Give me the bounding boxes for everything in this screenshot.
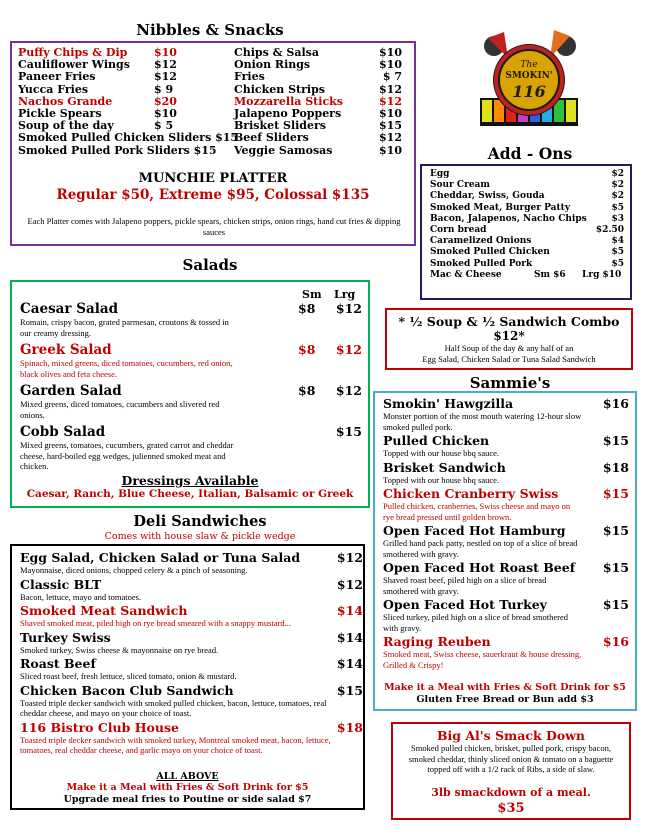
smackdown-price: $35 bbox=[497, 801, 525, 816]
nibble-item-name: Jalapeno Poppers bbox=[234, 107, 342, 120]
nibbles-title: Nibbles & Snacks bbox=[136, 21, 284, 39]
deli-item-name: Turkey Swiss bbox=[20, 629, 111, 645]
sammie-item-price: $16 bbox=[602, 396, 629, 411]
platter-prices: Regular $50, Extreme $95, Colossal $135 bbox=[56, 187, 370, 203]
deli-item-description: Sliced roast beef, fresh lettuce, sliced tomato, onion & mustard. bbox=[20, 671, 237, 681]
combo-box bbox=[385, 308, 633, 370]
logo-text-116: 116 bbox=[512, 82, 546, 101]
nibble-item-name: Smoked Pulled Chicken Sliders $15 bbox=[18, 131, 239, 145]
nibble-item-name: Fries bbox=[234, 70, 265, 84]
deli-item bbox=[20, 721, 363, 756]
sammie-item-description: Smoked meat, Swiss cheese, sauerkraut & house dressing, Grilled & Crispy! bbox=[383, 649, 582, 670]
salad-item-name: Greek Salad bbox=[20, 342, 112, 358]
deli-title: Deli Sandwiches bbox=[133, 513, 267, 530]
salad-item-description: Mixed greens, tomatoes, cucumbers, grated carrot and cheddar cheese, hard-boiled egg wedges, julienned smoked meat and chicken. bbox=[20, 440, 234, 471]
nibble-item-price: $12 bbox=[154, 58, 177, 72]
deli-list bbox=[20, 551, 363, 758]
deli-meal-note: Make it a Meal with Fries & Soft Drink for $5 bbox=[66, 782, 309, 793]
sammie-item-description: Topped with our house bbq sauce. bbox=[383, 448, 500, 458]
nibble-item-price: $12 bbox=[379, 82, 402, 96]
nibble-item-price: $ 5 bbox=[154, 119, 174, 133]
nibble-item-price: $10 bbox=[379, 143, 402, 157]
sammie-item-description: Topped with our house bbq sauce. bbox=[383, 474, 500, 485]
sammie-item-price: $18 bbox=[602, 459, 629, 475]
sammie-item bbox=[383, 461, 629, 486]
deli-item bbox=[20, 578, 363, 603]
nibble-item-price: $10 bbox=[154, 107, 177, 120]
addon-item-name: Egg bbox=[430, 169, 450, 179]
addon-item-name: Smoked Meat, Burger Patty bbox=[430, 202, 571, 213]
salad-item-description: Spinach, mixed greens, diced tomatoes, cucumbers, red onion, black olives and feta cheese. bbox=[20, 358, 233, 379]
salad-item-price-large: $12 bbox=[335, 301, 362, 316]
salad-item bbox=[20, 301, 362, 338]
addon-item-name: Smoked Pulled Chicken bbox=[430, 247, 550, 258]
salads-col-lrg: Lrg bbox=[334, 288, 356, 301]
addon-item-name: Bacon, Jalapenos, Nacho Chips bbox=[430, 213, 587, 224]
nibble-item-price: $10 bbox=[379, 107, 402, 120]
sammies-list bbox=[383, 397, 629, 672]
salad-item-description: Romain, crispy bacon, grated parmesan, croutons & tossed in our creamy dressing. bbox=[20, 317, 229, 338]
deli-item-price: $14 bbox=[336, 629, 363, 645]
deli-box bbox=[10, 544, 365, 810]
nibble-item-price: $ 7 bbox=[382, 70, 402, 84]
deli-item-description: Toasted triple decker sandwich with smoked pulled chicken, bacon, lettuce, tomatoes, real cheddar cheese, and mayo on your choice of toast. bbox=[20, 697, 327, 718]
deli-item-price: $12 bbox=[336, 576, 363, 592]
sammie-item-name: Open Faced Hot Roast Beef bbox=[383, 560, 576, 575]
deli-item-price: $18 bbox=[336, 719, 363, 735]
deli-item-name: Classic BLT bbox=[20, 576, 102, 592]
combo-desc-1: Half Soup of the day & any half of an bbox=[444, 343, 574, 353]
addon-item-price: $5 bbox=[611, 258, 624, 269]
nibble-item-name: Puffy Chips & Dip bbox=[18, 46, 128, 59]
nibble-item-name: Paneer Fries bbox=[18, 70, 96, 84]
deli-item-description: Mayonnaise, diced onions, chopped celery & a pinch of seasoning. bbox=[20, 565, 248, 575]
addon-item-name: Corn bread bbox=[430, 225, 487, 235]
smackdown-highlight: 3lb smackdown of a meal. bbox=[431, 786, 591, 799]
salad-item-description: Mixed greens, diced tomatoes, cucumbers and slivered red onions. bbox=[20, 399, 220, 420]
deli-item-name: Smoked Meat Sandwich bbox=[20, 603, 188, 618]
deli-item bbox=[20, 684, 363, 719]
sammie-item bbox=[383, 524, 629, 559]
deli-item-price: $12 bbox=[336, 550, 363, 565]
sammie-item bbox=[383, 487, 629, 522]
smackdown-box bbox=[391, 722, 631, 820]
sammie-item bbox=[383, 434, 629, 459]
sammies-box bbox=[373, 391, 637, 711]
logo-text-the: The bbox=[520, 60, 538, 70]
sammie-item-name: Chicken Cranberry Swiss bbox=[383, 486, 559, 501]
nibble-item-price: $10 bbox=[379, 58, 402, 72]
sammie-item-name: Pulled Chicken bbox=[383, 433, 490, 448]
salads-list bbox=[20, 301, 362, 476]
nibble-item-name: Veggie Samosas bbox=[234, 143, 333, 157]
sammie-item-name: Open Faced Hot Turkey bbox=[383, 597, 547, 612]
deli-item-name: Egg Salad, Chicken Salad or Tuna Salad bbox=[20, 550, 301, 565]
salad-item-name: Garden Salad bbox=[20, 383, 122, 399]
sammie-item-price: $15 bbox=[602, 486, 629, 501]
sammie-item bbox=[383, 397, 629, 432]
salad-item bbox=[20, 342, 362, 379]
nibble-item-name: Smoked Pulled Pork Sliders $15 bbox=[18, 143, 217, 157]
deli-upgrade-note: Upgrade meal fries to Poutine or side salad $7 bbox=[63, 794, 312, 805]
addons-box bbox=[420, 164, 632, 300]
addon-item-price: $5 bbox=[611, 247, 624, 258]
sammie-item-description: Sliced turkey, piled high on a slice of bread smothered with gravy. bbox=[383, 612, 568, 633]
nibble-item-name: Onion Rings bbox=[234, 58, 311, 72]
nibble-item-price: $20 bbox=[154, 94, 177, 108]
platter-description: Each Platter comes with Jalapeno poppers, pickle spears, chicken strips, onion rings, hand cut fries & dipping sauces bbox=[27, 216, 401, 237]
deli-item-price: $14 bbox=[336, 656, 363, 671]
addon-mac-sm: Sm $6 bbox=[534, 270, 566, 280]
nibble-item-price: $12 bbox=[379, 94, 402, 108]
deli-item bbox=[20, 551, 363, 576]
salad-item-price-small: $8 bbox=[298, 301, 316, 316]
nibble-item-price: $ 9 bbox=[154, 82, 174, 96]
nibble-item-name: Chicken Strips bbox=[234, 82, 325, 96]
deli-item-description: Bacon, lettuce, mayo and tomatoes. bbox=[20, 591, 142, 602]
deli-item-description: Shaved smoked meat, piled high on rye bread smeared with a snappy mustard... bbox=[20, 618, 291, 628]
deli-item bbox=[20, 631, 363, 656]
addon-item-name: Smoked Pulled Pork bbox=[430, 258, 533, 269]
addon-item-price: $2.50 bbox=[595, 225, 624, 235]
addon-item-price: $3 bbox=[611, 213, 624, 224]
sammie-item-name: Raging Reuben bbox=[383, 634, 491, 649]
sammie-item-description: Grilled hand pack patty, nestled on top of a slice of bread smothered with gravy. bbox=[383, 538, 578, 559]
nibble-item-name: Mozzarella Sticks bbox=[234, 94, 343, 108]
sammie-item-price: $15 bbox=[602, 433, 629, 448]
combo-title: * ½ Soup & ½ Sandwich Combo bbox=[398, 314, 620, 329]
nibble-item-name: Cauliflower Wings bbox=[18, 58, 130, 72]
sammie-item-price: $15 bbox=[602, 523, 629, 538]
nibble-item-name: Yucca Fries bbox=[18, 82, 89, 96]
addon-item-name: Caramelized Onions bbox=[430, 236, 532, 247]
addon-item-name: Cheddar, Swiss, Gouda bbox=[430, 191, 545, 202]
addon-item-price: $2 bbox=[611, 180, 624, 191]
combo-desc-2: Egg Salad, Chicken Salad or Tuna Salad Sandwich bbox=[422, 354, 596, 364]
sammie-item-price: $15 bbox=[602, 560, 629, 575]
addon-item-price: $4 bbox=[611, 236, 624, 247]
nibble-item-price: $10 bbox=[154, 46, 177, 59]
combo-price: $12* bbox=[493, 329, 525, 343]
salad-item-name: Cobb Salad bbox=[20, 424, 106, 440]
sammie-item-name: Smokin' Hawgzilla bbox=[383, 396, 514, 411]
nibble-item-name: Chips & Salsa bbox=[234, 46, 319, 59]
salads-col-sm: Sm bbox=[302, 288, 322, 301]
sammie-item-name: Brisket Sandwich bbox=[383, 459, 506, 475]
logo-text-smokin: SMOKIN' bbox=[505, 71, 553, 81]
nibble-item-name: Soup of the day bbox=[18, 119, 114, 133]
salad-item-price-large: $12 bbox=[335, 383, 362, 398]
nibble-item-price: $10 bbox=[379, 46, 402, 59]
nibble-item-name: Brisket Sliders bbox=[234, 119, 326, 133]
salad-item bbox=[20, 424, 362, 472]
addon-item-price: $5 bbox=[611, 202, 624, 213]
salad-item-price-large: $12 bbox=[335, 342, 362, 357]
nibble-item-name: Beef Sliders bbox=[234, 131, 309, 145]
deli-item bbox=[20, 657, 363, 682]
deli-item-description: Smoked turkey, Swiss cheese & mayonnaise on rye bread. bbox=[20, 644, 219, 655]
sammie-item-name: Open Faced Hot Hamburg bbox=[383, 523, 566, 538]
salads-title: Salads bbox=[182, 256, 238, 274]
deli-all-above: ALL ABOVE bbox=[156, 771, 219, 782]
sammie-item-description: Pulled chicken, cranberries, Swiss cheese and mayo on rye bread pressed until golden brown. bbox=[383, 501, 571, 522]
deli-item-price: $14 bbox=[336, 603, 363, 618]
sammie-item bbox=[383, 598, 629, 633]
dressings-list: Caesar, Ranch, Blue Cheese, Italian, Balsamic or Greek bbox=[26, 488, 354, 500]
deli-item bbox=[20, 604, 363, 629]
salad-item bbox=[20, 383, 362, 420]
deli-item-description: Toasted triple decker sandwich with smoked turkey, Montreal smoked meat, bacon, lettuce, tomatoes, real cheddar cheese, and garlic mayo on your choice of toast. bbox=[20, 734, 331, 755]
deli-item-price: $15 bbox=[336, 682, 363, 698]
deli-item-name: Roast Beef bbox=[20, 656, 96, 671]
salads-box bbox=[10, 280, 370, 508]
addon-item-name: Sour Cream bbox=[430, 180, 490, 191]
smokin-116-logo bbox=[474, 28, 584, 133]
nibble-item-price: $12 bbox=[379, 131, 402, 145]
addon-mac-name: Mac & Cheese bbox=[430, 270, 502, 280]
deli-item-name: Chicken Bacon Club Sandwich bbox=[20, 682, 234, 698]
sammie-item bbox=[383, 561, 629, 596]
addon-item-price: $2 bbox=[611, 191, 624, 202]
addons-title: Add - Ons bbox=[487, 144, 573, 163]
nibble-item-name: Nachos Grande bbox=[18, 94, 113, 108]
sammies-meal-note: Make it a Meal with Fries & Soft Drink for $5 bbox=[384, 682, 626, 693]
sammie-item-price: $16 bbox=[602, 634, 629, 649]
nibble-item-price: $15 bbox=[379, 119, 402, 133]
addon-item-price: $2 bbox=[611, 169, 624, 179]
nibbles-box bbox=[10, 41, 416, 246]
smackdown-title: Big Al's Smack Down bbox=[436, 728, 586, 743]
sammies-gluten-note: Gluten Free Bread or Bun add $3 bbox=[416, 694, 594, 705]
platter-title: MUNCHIE PLATTER bbox=[138, 171, 288, 186]
salad-item-name: Caesar Salad bbox=[20, 301, 119, 317]
dressings-title: Dressings Available bbox=[121, 473, 259, 488]
sammie-item-description: Shaved roast beef, piled high on a slice of bread smothered with gravy. bbox=[383, 575, 547, 596]
salad-item-price-small: $8 bbox=[298, 342, 316, 357]
nibble-item-price: $12 bbox=[154, 70, 177, 84]
salad-item-price-small: $8 bbox=[298, 383, 316, 398]
nibble-item-name: Pickle Spears bbox=[18, 107, 102, 120]
sammie-item-price: $15 bbox=[602, 597, 629, 612]
smackdown-description: Smoked pulled chicken, brisket, pulled pork, crispy bacon, smoked cheddar, thinly sliced onion & tomato on a baguette topped off with a 1/2 rack of Ribs, a side of slaw. bbox=[408, 743, 614, 774]
sammies-title: Sammie's bbox=[469, 374, 551, 392]
addon-mac-lrg: Lrg $10 bbox=[582, 270, 622, 280]
sammie-item bbox=[383, 635, 629, 670]
sammie-item-description: Monster portion of the most mouth watering 12-hour slow smoked pulled pork. bbox=[383, 411, 582, 432]
salad-item-price-large: $15 bbox=[335, 424, 362, 439]
deli-subtitle: Comes with house slaw & pickle wedge bbox=[104, 531, 296, 542]
deli-item-name: 116 Bistro Club House bbox=[20, 719, 179, 735]
